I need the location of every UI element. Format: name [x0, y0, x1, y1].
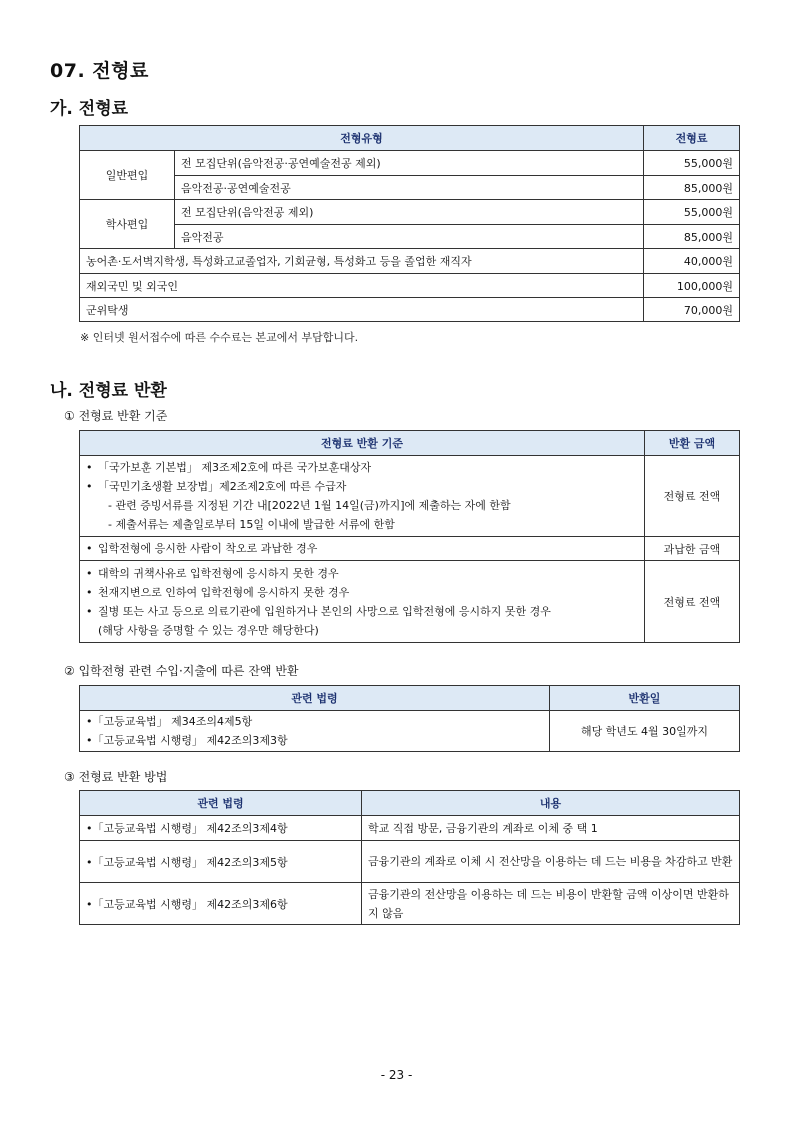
table-row	[80, 249, 740, 274]
col-header-criteria: 전형료 반환 기준	[80, 431, 645, 456]
refund-date: 해당 학년도 4월 30일까지	[550, 711, 740, 752]
row-fee: 55,000원	[644, 200, 740, 225]
table-row	[80, 200, 740, 225]
col-header-fee: 전형료	[644, 126, 740, 151]
table-row	[80, 883, 740, 925]
row-label: 농어촌·도서벽지학생, 특성화고교졸업자, 기회균형, 특성화고 등을 졸업한 재직자	[80, 249, 644, 274]
page-number: - 23 -	[380, 1068, 413, 1082]
criteria-line: 질병 또는 사고 등으로 의료기관에 입원하거나 본인의 사망으로 입학전형에 응시하지 못한 경우	[98, 604, 551, 618]
row-label: 음악전공	[175, 225, 644, 249]
criteria-subline: - 관련 증빙서류를 지정된 기간 내[2022년 1월 14일(금)까지]에 제출하는 자에 한함	[108, 499, 511, 512]
balance-refund-table	[79, 685, 740, 752]
content-cell: 금융기관의 전산망을 이용하는 데 드는 비용이 반환할 금액 이상이면 반환하지 않음	[362, 883, 740, 925]
content-cell: 학교 직접 방문, 금융기관의 계좌로 이체 중 택 1	[362, 816, 740, 841]
refund-method-table	[79, 790, 740, 925]
criteria-line: 대학의 귀책사유로 입학전형에 응시하지 못한 경우	[98, 566, 339, 580]
table-row	[80, 176, 740, 200]
law-line: •「고등교육법 시행령」 제42조의3제3항	[86, 734, 288, 747]
refund-amount: 전형료 전액	[645, 456, 740, 537]
row-fee: 55,000원	[644, 151, 740, 176]
criteria-line: 입학전형에 응시한 사람이 착오로 과납한 경우	[98, 542, 318, 555]
bullet: •	[86, 480, 93, 493]
group-name: 일반편입	[80, 151, 175, 200]
page-title: 07. 전형료	[50, 60, 149, 82]
group-name: 학사편입	[80, 200, 175, 249]
col-header-law: 관련 법령	[80, 791, 362, 816]
criteria-cell	[80, 561, 645, 643]
criteria-line: 「국가보훈 기본법」 제3조제2호에 따른 국가보훈대상자	[98, 461, 372, 474]
refund-criteria-table	[79, 430, 740, 643]
row-fee: 40,000원	[644, 249, 740, 274]
criteria-line: 「국민기초생활 보장법」제2조제2호에 따른 수급자	[98, 480, 347, 493]
law-line: •「고등교육법」 제34조의4제5항	[86, 715, 253, 728]
law-cell	[80, 711, 550, 752]
row-fee: 85,000원	[644, 225, 740, 249]
law-cell: •「고등교육법 시행령」 제42조의3제6항	[80, 883, 362, 925]
bullet: •	[86, 461, 93, 474]
bullet: •	[86, 566, 93, 580]
row-fee: 85,000원	[644, 176, 740, 200]
bullet: •	[86, 604, 93, 618]
row-fee: 70,000원	[644, 298, 740, 322]
content-cell: 금융기관의 계좌로 이체 시 전산망을 이용하는 데 드는 비용을 차감하고 반환	[362, 841, 740, 883]
row-label: 재외국민 및 외국인	[80, 274, 644, 298]
table-row	[80, 841, 740, 883]
row-label: 전 모집단위(음악전공 제외)	[175, 200, 644, 225]
table-row	[80, 274, 740, 298]
table-row	[80, 456, 740, 537]
table-row	[80, 537, 740, 561]
section-a-title: 가. 전형료	[50, 99, 129, 119]
table-row	[80, 151, 740, 176]
row-label: 군위탁생	[80, 298, 644, 322]
refund-amount: 과납한 금액	[645, 537, 740, 561]
criteria-cell	[80, 456, 645, 537]
fee-note: ※ 인터넷 원서접수에 따른 수수료는 본교에서 부담합니다.	[80, 331, 359, 344]
row-label: 음악전공·공연예술전공	[175, 176, 644, 200]
table-row	[80, 298, 740, 322]
table-row	[80, 711, 740, 752]
criteria-subline: - 제출서류는 제출일로부터 15일 이내에 발급한 서류에 한함	[108, 518, 395, 531]
col-header-type: 전형유형	[80, 126, 644, 151]
fee-table	[79, 125, 740, 322]
criteria-cell	[80, 537, 645, 561]
col-header-date: 반환일	[550, 686, 740, 711]
row-label: 전 모집단위(음악전공·공연예술전공 제외)	[175, 151, 644, 176]
law-cell: •「고등교육법 시행령」 제42조의3제4항	[80, 816, 362, 841]
col-header-law: 관련 법령	[80, 686, 550, 711]
criteria-subline: (해당 사항을 증명할 수 있는 경우만 해당한다)	[98, 623, 319, 637]
section-b-title: 나. 전형료 반환	[50, 381, 167, 401]
row-fee: 100,000원	[644, 274, 740, 298]
sub1-title: ① 전형료 반환 기준	[64, 409, 168, 423]
criteria-line: 천재지변으로 인하여 입학전형에 응시하지 못한 경우	[98, 585, 350, 599]
table-row	[80, 816, 740, 841]
law-cell: •「고등교육법 시행령」 제42조의3제5항	[80, 841, 362, 883]
bullet: •	[86, 542, 93, 555]
bullet: •	[86, 585, 93, 599]
table-row	[80, 561, 740, 643]
refund-amount: 전형료 전액	[645, 561, 740, 643]
col-header-content: 내용	[362, 791, 740, 816]
col-header-amount: 반환 금액	[645, 431, 740, 456]
sub2-title: ② 입학전형 관련 수입·지출에 따른 잔액 반환	[64, 664, 299, 678]
sub3-title: ③ 전형료 반환 방법	[64, 770, 168, 784]
table-row	[80, 225, 740, 249]
